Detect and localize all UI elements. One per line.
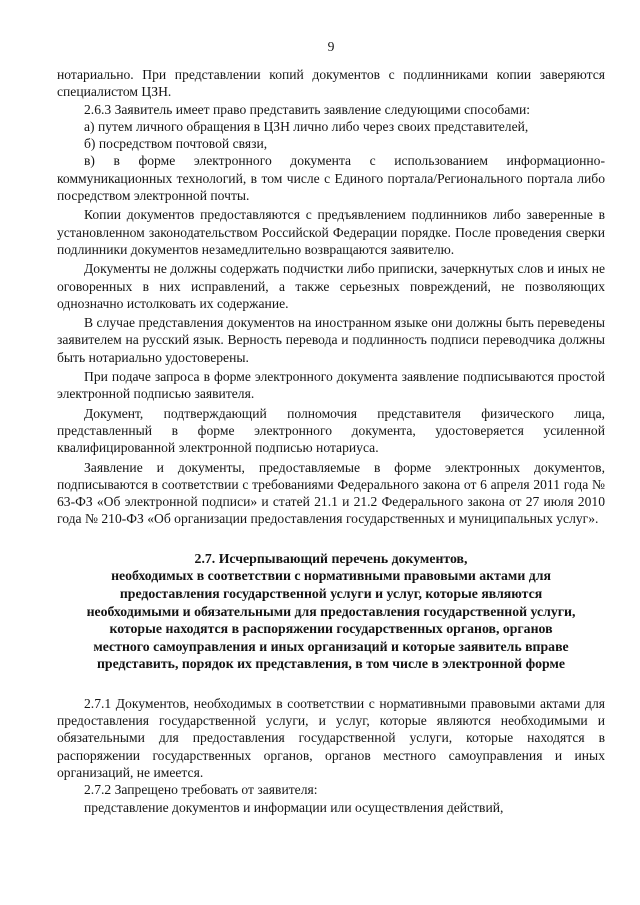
list-item: б) посредством почтовой связи, <box>84 136 268 152</box>
page-number: 9 <box>327 39 335 54</box>
paragraph: 2.6.3 Заявитель имеет право представить заявление следующими способами: <box>84 101 531 117</box>
section-heading-line: необходимыми и обязательными для предоставления государственной услуги, <box>86 603 576 619</box>
section-heading-line: 2.7. Исчерпывающий перечень документов, <box>194 550 468 566</box>
list-item: в) в форме электронного документа с использованием информационно-коммуникационных технологий, в том числе с Единого портала/Регионального портала либо посредством электронной почты. <box>57 153 605 204</box>
section-heading-line: представить, порядок их представления, в том числе в электронной форме <box>96 656 566 672</box>
paragraph: Документы не должны содержать подчистки либо приписки, зачеркнутых слов и иных не оговоренных в них исправлений, а также серьезных повреждений, не позволяющих однозначно истолковать их содержание. <box>57 261 605 311</box>
section-heading-line: предоставления государственной услуги и услуг, которые являются <box>119 585 543 601</box>
section-heading <box>57 550 605 673</box>
paragraph: 2.7.1 Документов, необходимых в соответствии с нормативными правовыми актами для предоставления государственной услуги, и услуг, которые являются необходимыми и обязательными для предоставления государственной услуги, которые находятся в распоряжении государственных органов, органов местного самоуправления и иных организаций, не имеется. <box>57 695 605 781</box>
paragraph: Документ, подтверждающий полномочия представителя физического лица, представленный в форме электронного документа, удостоверяется усиленной квалифицированной электронной подписью нотариуса. <box>57 405 605 456</box>
paragraph: При подаче запроса в форме электронного документа заявление подписываются простой электронной подписью заявителя. <box>57 369 605 402</box>
list-item: а) путем личного обращения в ЦЗН лично либо через своих представителей, <box>84 118 529 134</box>
section-heading-line: которые находятся в распоряжении государственных органов, органов <box>109 621 553 637</box>
paragraph: Копии документов предоставляются с предъявлением подлинников либо заверенные в установленном законодательством Российской Федерации порядке. После проведения сверки подлинники документов незамедлительно возвращаются заявителю. <box>57 207 605 257</box>
paragraph: Заявление и документы, предоставляемые в форме электронных документов, подписываются в соответствии с требованиями Федерального закона от 6 апреля 2011 года № 63-ФЗ «Об электронной подписи» и статей 21.1 и 21.2 Федерального закона от 27 июля 2010 года № 210-ФЗ «Об организации предоставления государственных и муниципальных услуг». <box>57 459 605 527</box>
paragraph: представление документов и информации или осуществления действий, <box>84 799 504 815</box>
paragraph: нотариально. При представлении копий документов с подлинниками копии заверяются специалистом ЦЗН. <box>57 67 605 100</box>
paragraph: 2.7.2 Запрещено требовать от заявителя: <box>84 782 318 798</box>
document-body <box>57 66 605 816</box>
section-heading-line: необходимых в соответствии с нормативными правовыми актами для <box>111 568 551 584</box>
document-page <box>57 0 605 905</box>
paragraph: В случае представления документов на иностранном языке они должны быть переведены заявителем на русский язык. Верность перевода и подлинность подписи переводчика должны быть нотариально удостоверены. <box>57 315 605 365</box>
section-heading-line: местного самоуправления и иных организаций и которые заявитель вправе <box>93 638 569 654</box>
